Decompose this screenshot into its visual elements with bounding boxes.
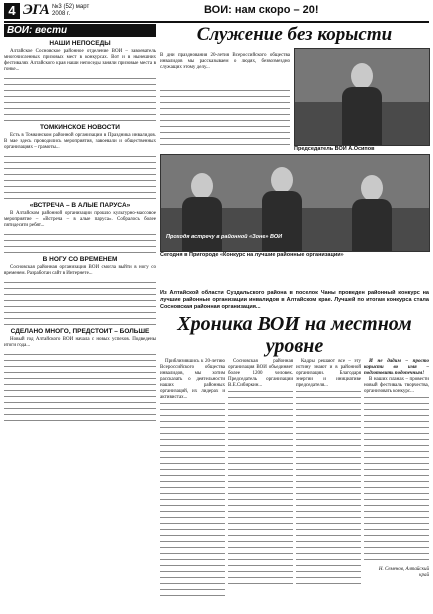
page-number: 4	[4, 3, 20, 19]
column-text: Приблизившись к 20-летию Всероссийского общества инвалидов, мы хотим рассказать о деятельности наших районных организаций, их лидерах и активистах...	[160, 359, 225, 400]
article-title: СДЕЛАНО МНОГО, ПРЕДСТОИТ – БОЛЬШЕ	[10, 328, 150, 335]
text-block	[4, 154, 156, 176]
article-text: Алтайское Сосновское районное отделение ВОИ – завоеватель многочисленных призовых мест в конкурсах. Вот и в нынешних фестивалях Алтайского края наши непоседы заняли призовые места в гонке...	[4, 49, 156, 72]
article-1	[4, 40, 156, 73]
chronicle-columns	[160, 359, 429, 603]
text-block	[228, 389, 293, 589]
text-block	[4, 232, 156, 254]
text-block	[4, 304, 156, 326]
column-text: В наших планах – провести новый фестиваль творчества, организовать конкурс...	[364, 377, 429, 394]
article-text: Сосновская районная организация ВОИ смогла выйти в ногу со временем. Разработан сайт в Интернете...	[4, 265, 156, 276]
left-column	[4, 24, 156, 612]
feature-intro: В дни празднования 20-летия Всероссийского общества инвалидов мы рассказываем о людях, безвозмездно служащих этому делу...	[160, 53, 290, 70]
chronicle-section	[160, 290, 429, 612]
photo-caption-1: Председатель ВОИ А.Осипов	[294, 146, 375, 152]
author-signature: Н. Семенов, Алтайский край	[378, 567, 429, 578]
text-block	[160, 88, 290, 148]
article-text: Есть в Томкинском районной организации в Праздника инвалидов. В мае здесь проводились мероприятия, завоевали и общественных организациях – грамоты...	[4, 133, 156, 150]
article-title: «ВСТРЕЧА – В АЛЫЕ ПАРУСА»	[29, 202, 131, 209]
text-block	[4, 178, 156, 200]
chronicle-column-1	[160, 359, 225, 603]
column-text: Сосновская районная организация ВОИ объединяет более 1200 человек. Председатель организации В.Е.Сибиркин...	[228, 359, 293, 388]
text-block	[160, 401, 225, 601]
chronicle-title: Хроника ВОИ на местном уровне	[177, 313, 412, 357]
issue-info: №3 (52) март 2008 г.	[52, 4, 90, 17]
chronicle-column-2	[228, 359, 293, 603]
text-block	[4, 100, 156, 122]
article-title: НАШИ НЕПОСЕДЫ	[49, 40, 111, 47]
photo-caption-2: Проходя встречу в районной «Зоне» ВОИ	[166, 234, 283, 240]
text-block	[4, 280, 156, 302]
feature-title: Служение без корысти	[196, 24, 393, 45]
article-2	[4, 124, 156, 151]
chronicle-lead: Из Алтайской области Суздальского района в поселок Чаны проведен районный конкурс на лучшие районные организации инвалидов в Алтайском крае. Лучшей по итогам конкурса стала Сосновская районная организация...	[160, 290, 429, 310]
article-text: Новый год Алтайского ВОИ начала с новых успехов. Подведены итоги года...	[4, 337, 156, 348]
rubric-label: ВОИ: вести	[4, 24, 156, 37]
text-block	[4, 352, 156, 374]
page-header	[4, 3, 429, 23]
newspaper-logo: ЭГА	[23, 2, 50, 18]
chronicle-column-4	[364, 359, 429, 603]
article-4	[4, 256, 156, 277]
article-title: В НОГУ СО ВРЕМЕНЕМ	[42, 256, 118, 263]
pull-quote: И не дадим – просто корысти во имя – подготовить подопечным!	[364, 359, 429, 376]
photo-caption-3: Сегодня в Пригороде «Конкурс на лучшие районные организации»	[160, 252, 344, 258]
column-text: Кадры решают все – эту истину знают и в районной организации. Благодаря энергии и инициативе председателя...	[296, 359, 361, 388]
article-text: В Алтайском районной организации прошло культурно-массовое мероприятие – «Встреча – в алые паруса». Собралось более пятидесяти ребят...	[4, 211, 156, 228]
feature-section	[160, 24, 429, 286]
article-5	[4, 328, 156, 349]
header-slogan: ВОИ: нам скоро – 20!	[204, 4, 319, 16]
article-3	[4, 202, 156, 229]
text-block	[4, 376, 156, 398]
text-block	[296, 389, 361, 589]
chronicle-column-3	[296, 359, 361, 603]
text-block	[364, 395, 429, 565]
article-title: ТОМКИНСКОЕ НОВОСТИ	[40, 124, 120, 131]
text-block	[4, 76, 156, 98]
text-block	[4, 400, 156, 422]
feature-photo-1	[294, 48, 430, 146]
